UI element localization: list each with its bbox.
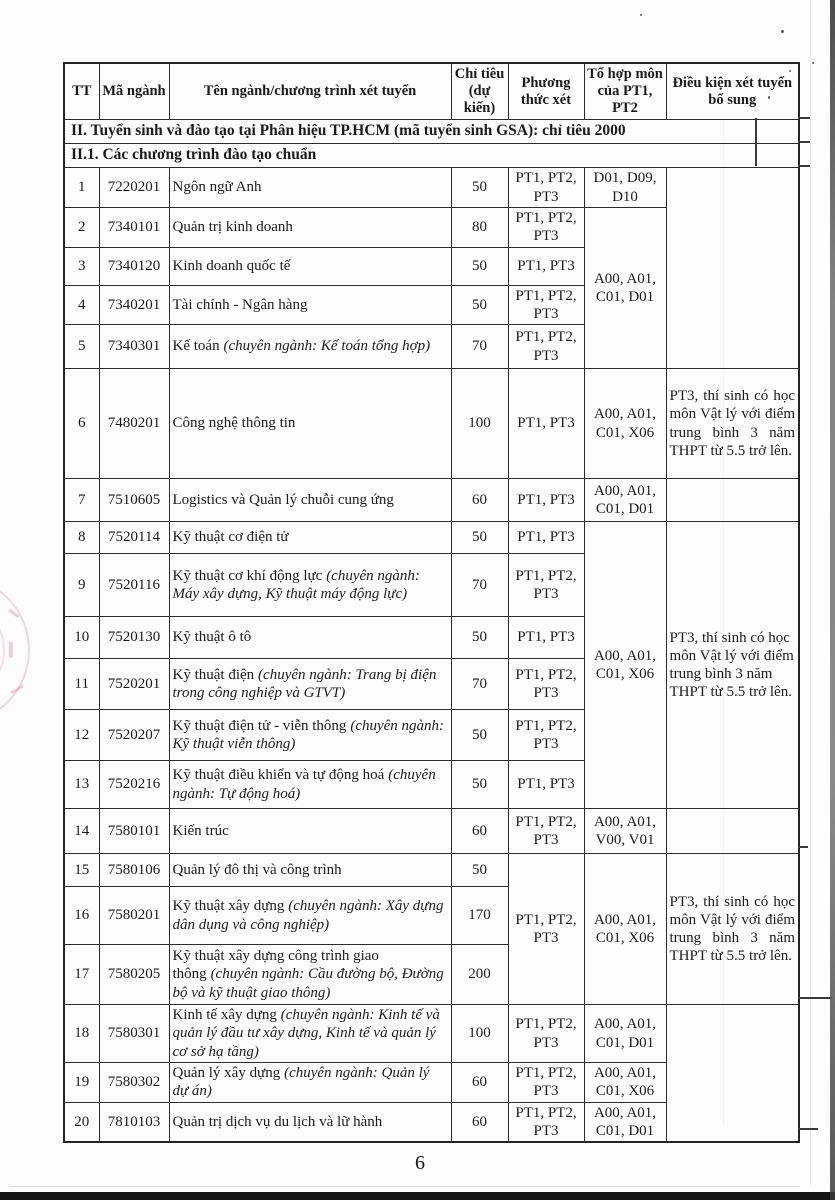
cell-phuong-thuc: PT1, PT2, PT3 (508, 1063, 584, 1103)
cell-chi-tieu: 70 (451, 554, 508, 617)
cell-to-hop: A00, A01, C01, D01 (584, 1102, 666, 1142)
cell-tt: 19 (64, 1063, 99, 1103)
cell-dieu-kien-pt3: PT3, thí sinh có học môn Vật lý với điểm trung bình 3 năm THPT từ 5.5 trở lên. (666, 369, 799, 479)
cell-ma-nganh: 7520130 (99, 617, 169, 659)
cell-ma-nganh: 7340120 (99, 247, 169, 285)
table-row (64, 809, 799, 854)
cell-chi-tieu: 80 (451, 207, 508, 247)
header-ten-nganh: Tên ngành/chương trình xét tuyển (169, 63, 451, 120)
ten-main: Kế toán (172, 338, 220, 355)
cell-ten-nganh (169, 247, 451, 285)
cell-ten-nganh (169, 945, 451, 1005)
table-row (64, 369, 799, 479)
cell-phuong-thuc: PT1, PT2, PT3 (508, 168, 584, 208)
cell-ma-nganh: 7520201 (99, 659, 169, 710)
cell-phuong-thuc: PT1, PT3 (508, 761, 584, 809)
scan-speck (781, 30, 784, 33)
section-ii1-title: II.1. Các chương trình đào tạo chuẩn (64, 144, 799, 168)
scan-line (798, 846, 808, 848)
cell-ma-nganh: 7220201 (99, 168, 169, 208)
cell-to-hop: D01, D09, D10 (584, 168, 666, 208)
scan-line (798, 141, 810, 143)
ten-italic: (chuyên ngành: Kế toán tổng hợp) (223, 338, 431, 355)
cell-ma-nganh: 7510605 (99, 479, 169, 522)
scan-line (755, 118, 757, 166)
cell-ten-nganh (169, 887, 451, 945)
section-row-ii (64, 120, 799, 144)
cell-to-hop-merged: A00, A01, C01, X06 (584, 854, 666, 1005)
cell-tt: 16 (64, 887, 99, 945)
cell-chi-tieu: 100 (451, 1005, 508, 1063)
cell-to-hop: A00, A01, C01, X06 (584, 369, 666, 479)
cell-ma-nganh: 7340301 (99, 325, 169, 369)
scan-line (798, 117, 810, 119)
ten-main: Kỹ thuật ô tô (172, 629, 252, 646)
cell-tt: 3 (64, 247, 99, 285)
section-ii-title: II. Tuyển sinh và đào tạo tại Phân hiệu TP.HCM (mã tuyển sinh GSA): chỉ tiêu 2000 (64, 120, 799, 144)
cell-ma-nganh: 7340201 (99, 285, 169, 325)
admissions-table (63, 62, 800, 1143)
ten-main: Tài chính - Ngân hàng (172, 296, 308, 313)
cell-tt: 7 (64, 479, 99, 522)
table-row (64, 168, 799, 208)
cell-tt: 18 (64, 1005, 99, 1063)
cell-chi-tieu: 50 (451, 247, 508, 285)
cell-ten-nganh (169, 854, 451, 887)
cell-ten-nganh (169, 554, 451, 617)
cell-ten-nganh (169, 659, 451, 710)
cell-tt: 4 (64, 285, 99, 325)
ten-italic: (chuyên ngành: Kỹ thuật viễn thông) (172, 717, 445, 753)
scan-line (798, 165, 810, 167)
ten-main: Ngôn ngữ Anh (172, 179, 262, 196)
stamp-fragment (0, 575, 30, 725)
ten-main: Quản lý xây dựng (172, 1065, 281, 1081)
scan-line (798, 997, 832, 999)
header-row (64, 63, 799, 120)
scan-speck (789, 70, 791, 72)
cell-phuong-thuc: PT1, PT2, PT3 (508, 207, 584, 247)
ten-main: Quản trị dịch vụ du lịch và lữ hành (172, 1113, 383, 1130)
cell-ma-nganh: 7580205 (99, 945, 169, 1005)
cell-ma-nganh: 7580301 (99, 1005, 169, 1063)
cell-chi-tieu: 60 (451, 809, 508, 854)
cell-chi-tieu: 50 (451, 168, 508, 208)
cell-phuong-thuc: PT1, PT2, PT3 (508, 285, 584, 325)
cell-tt: 1 (64, 168, 99, 208)
header-phuong-thuc: Phương thức xét (508, 63, 584, 120)
cell-ten-nganh (169, 617, 451, 659)
cell-ten-nganh (169, 325, 451, 369)
cell-ten-nganh (169, 522, 451, 554)
cell-ten-nganh (169, 761, 451, 809)
header-to-hop: Tổ hợp môn của PT1, PT2 (584, 63, 666, 120)
cell-ten-nganh (169, 168, 451, 208)
scan-edge-bottom (0, 1192, 835, 1200)
ten-italic: (chuyên ngành: Cầu đường bộ, Đường bộ và kỹ thuật giao thông) (172, 966, 444, 1001)
cell-chi-tieu: 50 (451, 854, 508, 887)
ten-main: Kỹ thuật điện (172, 666, 255, 683)
cell-tt: 10 (64, 617, 99, 659)
cell-ten-nganh (169, 809, 451, 854)
cell-chi-tieu: 50 (451, 761, 508, 809)
cell-ma-nganh: 7520216 (99, 761, 169, 809)
cell-tt: 8 (64, 522, 99, 554)
cell-ten-nganh (169, 285, 451, 325)
ten-main: Kỹ thuật cơ điện tử (172, 529, 289, 546)
cell-tt: 14 (64, 809, 99, 854)
cell-chi-tieu: 70 (451, 325, 508, 369)
cell-ma-nganh: 7520114 (99, 522, 169, 554)
cell-chi-tieu: 70 (451, 659, 508, 710)
ten-main: Kiến trúc (172, 822, 229, 839)
cell-dieu-kien-empty (666, 809, 799, 854)
ten-italic: (chuyên ngành: Máy xây dựng, Kỹ thuật máy động lực) (172, 567, 420, 603)
cell-phuong-thuc: PT1, PT2, PT3 (508, 659, 584, 710)
scan-speck (812, 62, 814, 64)
cell-ma-nganh: 7580302 (99, 1063, 169, 1103)
cell-tt: 17 (64, 945, 99, 1005)
cell-ma-nganh: 7580101 (99, 809, 169, 854)
header-ma-nganh: Mã ngành (99, 63, 169, 120)
table-row (64, 479, 799, 522)
cell-ma-nganh: 7580201 (99, 887, 169, 945)
ten-main: Quản lý đô thị và công trình (172, 861, 342, 878)
cell-phuong-thuc: PT1, PT2, PT3 (508, 710, 584, 761)
scan-fold-line (723, 120, 724, 1125)
ten-italic: (chuyên ngành: Tự động hoá) (172, 767, 436, 802)
cell-phuong-thuc: PT1, PT3 (508, 479, 584, 522)
ten-italic: (chuyên ngành: Kinh tế và quản lý đầu tư xây dựng, Kinh tế và quản lý cơ sở hạ tầng) (172, 1007, 440, 1060)
cell-chi-tieu: 50 (451, 522, 508, 554)
cell-tt: 6 (64, 369, 99, 479)
cell-phuong-thuc: PT1, PT2, PT3 (508, 809, 584, 854)
cell-chi-tieu: 50 (451, 710, 508, 761)
cell-chi-tieu: 200 (451, 945, 508, 1005)
cell-dieu-kien-empty (666, 168, 799, 369)
cell-ma-nganh: 7520116 (99, 554, 169, 617)
cell-ten-nganh (169, 1063, 451, 1103)
cell-dieu-kien-empty (666, 479, 799, 522)
ten-main: Kỹ thuật xây dựng (172, 898, 285, 915)
header-chi-tieu: Chỉ tiêu (dự kiến) (451, 63, 508, 120)
cell-ten-nganh (169, 479, 451, 522)
ten-main: Kỹ thuật xây dựng công trình giao thông (172, 948, 379, 983)
cell-tt: 2 (64, 207, 99, 247)
scan-line (798, 1128, 818, 1130)
ten-italic: (chuyên ngành: Quản lý dự án) (172, 1065, 430, 1100)
cell-phuong-thuc: PT1, PT3 (508, 247, 584, 285)
ten-main: Kinh tế xây dựng (172, 1007, 277, 1024)
cell-dieu-kien-pt3-merged: PT3, thí sinh có học môn Vật lý với điểm trung bình 3 năm THPT từ 5.5 trở lên. (666, 522, 799, 809)
cell-dieu-kien-pt3-merged: PT3, thí sinh có học môn Vật lý với điểm trung bình 3 năm THPT từ 5.5 trở lên. (666, 854, 799, 1005)
page-number: 6 (415, 1152, 425, 1174)
cell-ten-nganh (169, 1005, 451, 1063)
cell-ten-nganh (169, 369, 451, 479)
cell-chi-tieu: 60 (451, 1063, 508, 1103)
ten-italic: (chuyên ngành: Xây dựng dân dụng và công nghiệp) (172, 898, 444, 933)
ten-main: Kỹ thuật điều khiển và tự động hoá (172, 767, 385, 784)
cell-chi-tieu: 50 (451, 617, 508, 659)
cell-to-hop: A00, A01, C01, X06 (584, 1063, 666, 1103)
cell-ma-nganh: 7810103 (99, 1102, 169, 1142)
ten-italic: (chuyên ngành: Trang bị điện trong công nghiệp và GTVT) (172, 666, 437, 702)
cell-phuong-thuc: PT1, PT2, PT3 (508, 1102, 584, 1142)
ten-main: Kỹ thuật điện tử - viễn thông (172, 717, 347, 734)
cell-phuong-thuc: PT1, PT3 (508, 522, 584, 554)
cell-tt: 11 (64, 659, 99, 710)
cell-chi-tieu: 60 (451, 1102, 508, 1142)
cell-chi-tieu: 100 (451, 369, 508, 479)
cell-ma-nganh: 7580106 (99, 854, 169, 887)
ten-main: Công nghệ thông tin (172, 415, 296, 432)
table-row (64, 854, 799, 887)
stamp-mark (9, 642, 13, 658)
cell-phuong-thuc: PT1, PT3 (508, 617, 584, 659)
cell-tt: 20 (64, 1102, 99, 1142)
cell-ma-nganh: 7480201 (99, 369, 169, 479)
ten-main: Kinh doanh quốc tế (172, 257, 291, 274)
cell-phuong-thuc: PT1, PT2, PT3 (508, 325, 584, 369)
cell-tt: 13 (64, 761, 99, 809)
cell-to-hop-merged: A00, A01, C01, X06 (584, 522, 666, 809)
cell-tt: 5 (64, 325, 99, 369)
header-dieu-kien: Điều kiện xét tuyển bổ sung (666, 63, 799, 120)
cell-phuong-thuc: PT1, PT3 (508, 369, 584, 479)
cell-ten-nganh (169, 207, 451, 247)
cell-ten-nganh (169, 1102, 451, 1142)
cell-phuong-thuc-merged: PT1, PT2, PT3 (508, 854, 584, 1005)
cell-phuong-thuc: PT1, PT2, PT3 (508, 1005, 584, 1063)
scan-speck (768, 96, 770, 99)
cell-tt: 9 (64, 554, 99, 617)
ten-main: Kỹ thuật cơ khí động lực (172, 567, 323, 584)
scan-edge-faint-line (10, 1186, 800, 1187)
cell-dieu-kien-empty (666, 1005, 799, 1143)
table-row (64, 1005, 799, 1063)
scan-speck (640, 14, 642, 16)
scan-fold-line (810, 0, 811, 1185)
cell-chi-tieu: 170 (451, 887, 508, 945)
table-row (64, 522, 799, 554)
cell-ma-nganh: 7340101 (99, 207, 169, 247)
cell-to-hop: A00, A01, V00, V01 (584, 809, 666, 854)
cell-tt: 15 (64, 854, 99, 887)
cell-to-hop: A00, A01, C01, D01 (584, 479, 666, 522)
cell-phuong-thuc: PT1, PT2, PT3 (508, 554, 584, 617)
section-row-ii1 (64, 144, 799, 168)
cell-ten-nganh (169, 710, 451, 761)
header-tt: TT (64, 63, 99, 120)
cell-to-hop-merged: A00, A01, C01, D01 (584, 207, 666, 368)
cell-chi-tieu: 50 (451, 285, 508, 325)
ten-main: Quản trị kinh doanh (172, 219, 293, 236)
cell-ma-nganh: 7520207 (99, 710, 169, 761)
cell-chi-tieu: 60 (451, 479, 508, 522)
scan-edge-right (830, 0, 835, 1200)
ten-main: Logistics và Quản lý chuỗi cung ứng (172, 491, 394, 508)
cell-tt: 12 (64, 710, 99, 761)
cell-to-hop: A00, A01, C01, D01 (584, 1005, 666, 1063)
